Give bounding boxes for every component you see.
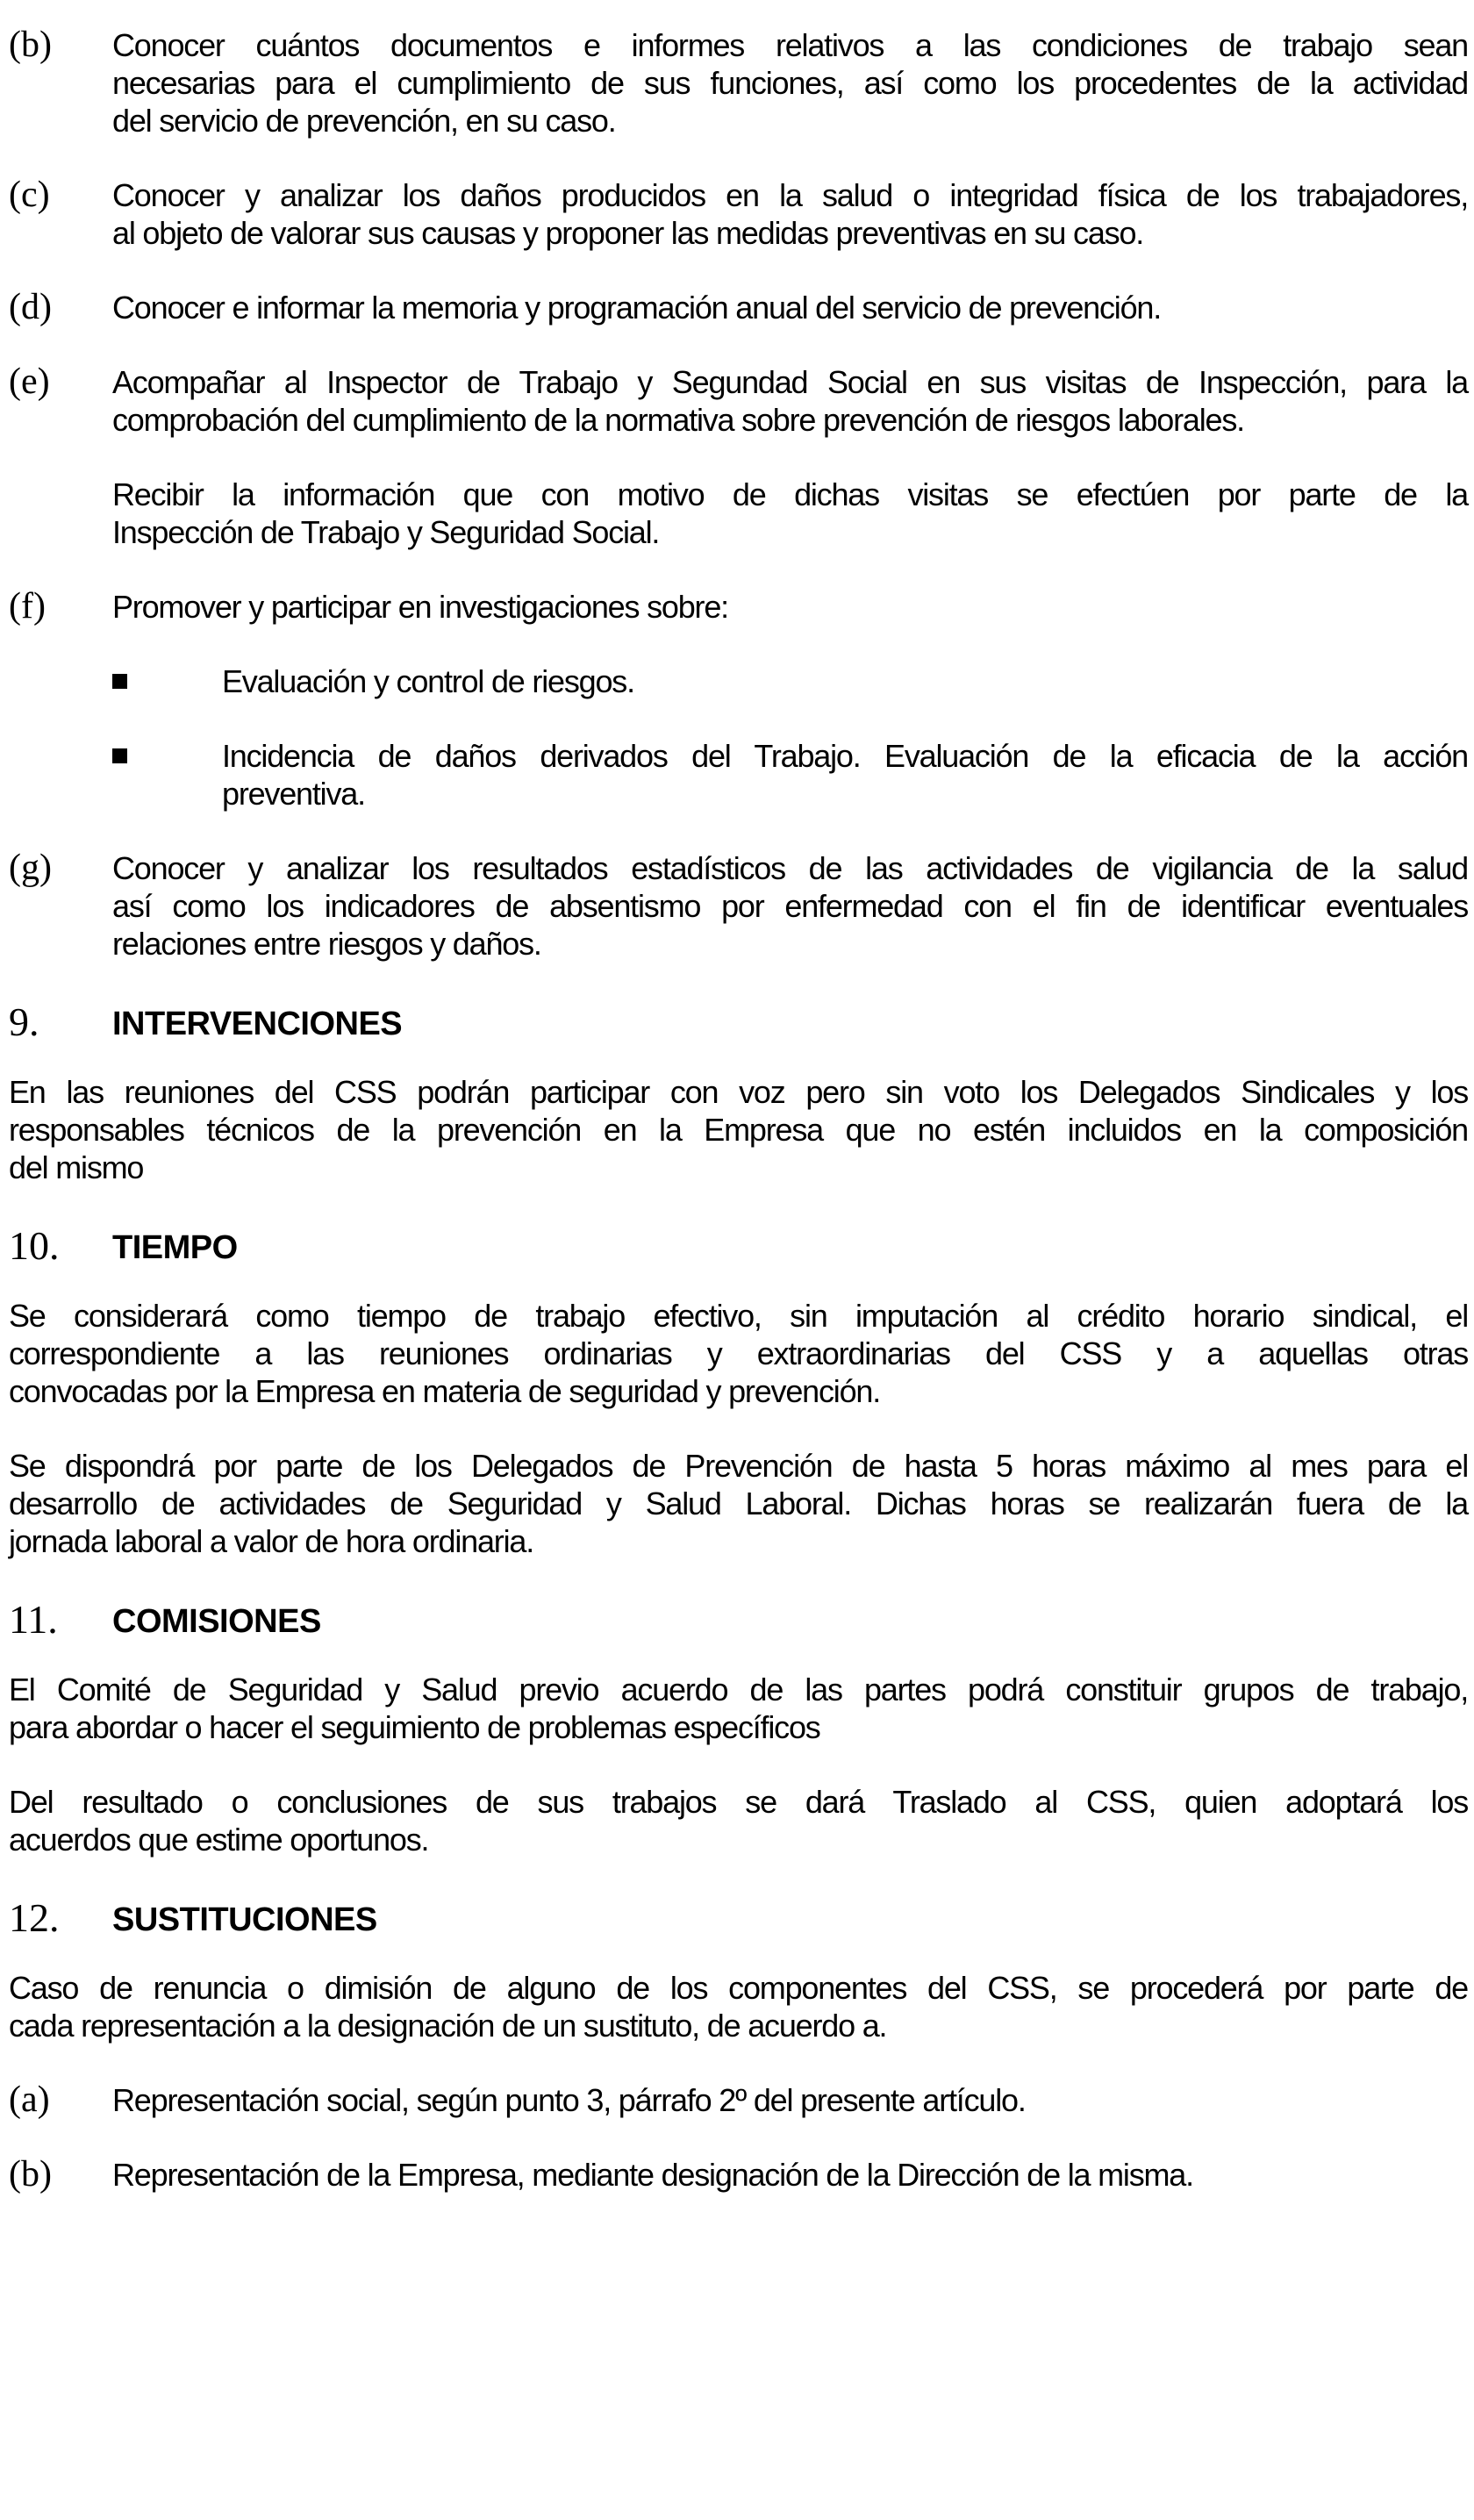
text-line: Acompañar al Inspector de Trabajo y Segundad Social en sus visitas de Inspección, para la — [112, 364, 1468, 400]
text-line: convocadas por la Empresa en materia de seguridad y prevención. — [9, 1373, 881, 1409]
item-marker: (b) — [9, 2154, 52, 2194]
paragraph — [9, 1297, 1468, 1410]
bullet-item — [9, 737, 1468, 813]
text-line: acuerdos que estime oportunos. — [9, 1822, 429, 1858]
text-line: comprobación del cumplimiento de la normativa sobre prevención de riesgos laborales. — [112, 402, 1244, 438]
bullet-square-icon — [112, 674, 127, 689]
text-line: del mismo — [9, 1149, 144, 1185]
list-item — [9, 26, 1468, 140]
section-number: 10. — [9, 1223, 60, 1268]
list-item — [9, 289, 1468, 326]
item-marker: (a) — [9, 2080, 50, 2120]
paragraph-text — [9, 1297, 1468, 1410]
item-text — [112, 2081, 1468, 2119]
document-content — [9, 26, 1468, 2194]
list-item — [9, 588, 1468, 626]
list-item — [9, 849, 1468, 963]
paragraph-text — [9, 1969, 1468, 2044]
paragraph — [9, 1671, 1468, 1746]
bullet-col — [112, 737, 222, 763]
text-line: Conocer y analizar los daños producidos en la salud o integridad física de los trabajadores, — [112, 177, 1468, 213]
item-text — [112, 2156, 1468, 2194]
item-text — [112, 849, 1468, 963]
text-line: al objeto de valorar sus causas y proponer las medidas preventivas en su caso. — [112, 215, 1144, 251]
item-marker: (c) — [9, 175, 50, 215]
text-line: Caso de renuncia o dimisión de alguno de los componentes del CSS, se procederá por parte de — [9, 1970, 1468, 2006]
item-marker: (d) — [9, 287, 52, 327]
paragraph-text — [9, 1783, 1468, 1858]
bullet-square-icon — [112, 748, 127, 763]
item-text — [112, 26, 1468, 140]
bullet-item — [9, 662, 1468, 700]
paragraph — [9, 1969, 1468, 2044]
section-number: 9. — [9, 999, 39, 1044]
text-line: Recibir la información que con motivo de dichas visitas se efectúen por parte de la — [112, 476, 1468, 512]
item-marker: (f) — [9, 586, 46, 626]
section-heading — [9, 1895, 1468, 1943]
text-line: Conocer y analizar los resultados estadísticos de las actividades de vigilancia de la salud — [112, 850, 1468, 886]
text-line: Conocer cuántos documentos e informes relativos a las condiciones de trabajo sean — [112, 27, 1468, 63]
item-text — [112, 588, 1468, 626]
text-line: del servicio de prevención, en su caso. — [112, 103, 616, 139]
list-item — [9, 476, 1468, 551]
text-line: para abordar o hacer el seguimiento de problemas específicos — [9, 1709, 820, 1745]
list-item — [9, 363, 1468, 439]
list-item — [9, 2081, 1468, 2119]
item-text — [112, 289, 1468, 326]
text-line: En las reuniones del CSS podrán participar con voz pero sin voto los Delegados Sindicales y los — [9, 1074, 1468, 1110]
text-line: Inspección de Trabajo y Seguridad Social. — [112, 514, 660, 550]
bullet-text — [222, 737, 1468, 813]
item-text — [112, 363, 1468, 439]
text-line: Incidencia de daños derivados del Trabajo. Evaluación de la eficacia de la acción — [222, 738, 1468, 774]
text-line: así como los indicadores de absentismo por enfermedad con el fin de identificar eventuales — [112, 888, 1468, 924]
text-line: responsables técnicos de la prevención en la Empresa que no estén incluidos en la composición — [9, 1112, 1468, 1148]
paragraph-text — [9, 1447, 1468, 1560]
text-line: Del resultado o conclusiones de sus trabajos se dará Traslado al CSS, quien adoptará los — [9, 1784, 1468, 1820]
list-item — [9, 2156, 1468, 2194]
paragraph-text — [9, 1073, 1468, 1186]
text-line: Representación de la Empresa, mediante designación de la Dirección de la misma. — [112, 2157, 1193, 2193]
text-line: Se dispondrá por parte de los Delegados de Prevención de hasta 5 horas máximo al mes para el — [9, 1448, 1468, 1484]
paragraph — [9, 1783, 1468, 1858]
item-text — [112, 176, 1468, 252]
bullet-col — [112, 662, 222, 689]
text-line: El Comité de Seguridad y Salud previo acuerdo de las partes podrá constituir grupos de trabajo, — [9, 1672, 1468, 1707]
paragraph — [9, 1073, 1468, 1186]
item-marker: (b) — [9, 25, 52, 65]
section-title: SUSTITUCIONES — [112, 1901, 377, 1938]
text-line: jornada laboral a valor de hora ordinaria. — [9, 1523, 534, 1559]
text-line: desarrollo de actividades de Seguridad y Salud Laboral. Dichas horas se realizarán fuera de la — [9, 1486, 1468, 1521]
text-line: Representación social, según punto 3, párrafo 2º del presente artículo. — [112, 2082, 1026, 2118]
item-text — [112, 476, 1468, 551]
item-marker: (e) — [9, 362, 50, 402]
section-title: TIEMPO — [112, 1229, 238, 1266]
section-title: INTERVENCIONES — [112, 1006, 403, 1042]
bullet-text — [222, 662, 1468, 700]
paragraph — [9, 1447, 1468, 1560]
section-heading — [9, 999, 1468, 1047]
section-title: COMISIONES — [112, 1603, 321, 1640]
item-marker: (g) — [9, 848, 52, 888]
text-line: Conocer e informar la memoria y programación anual del servicio de prevención. — [112, 290, 1162, 326]
text-line: preventiva. — [222, 776, 365, 812]
section-heading — [9, 1597, 1468, 1644]
text-line: correspondiente a las reuniones ordinarias y extraordinarias del CSS y a aquellas otras — [9, 1335, 1468, 1371]
text-line: Promover y participar en investigaciones sobre: — [112, 589, 728, 625]
section-number: 11. — [9, 1597, 58, 1642]
section-number: 12. — [9, 1895, 60, 1940]
text-line: relaciones entre riesgos y daños. — [112, 926, 541, 962]
text-line: necesarias para el cumplimiento de sus funciones, así como los procedentes de la actividad — [112, 65, 1468, 101]
text-line: cada representación a la designación de un sustituto, de acuerdo a. — [9, 2008, 887, 2044]
paragraph-text — [9, 1671, 1468, 1746]
section-heading — [9, 1223, 1468, 1271]
text-line: Se considerará como tiempo de trabajo efectivo, sin imputación al crédito horario sindical, el — [9, 1298, 1468, 1334]
list-item — [9, 176, 1468, 252]
text-line: Evaluación y control de riesgos. — [222, 663, 634, 699]
